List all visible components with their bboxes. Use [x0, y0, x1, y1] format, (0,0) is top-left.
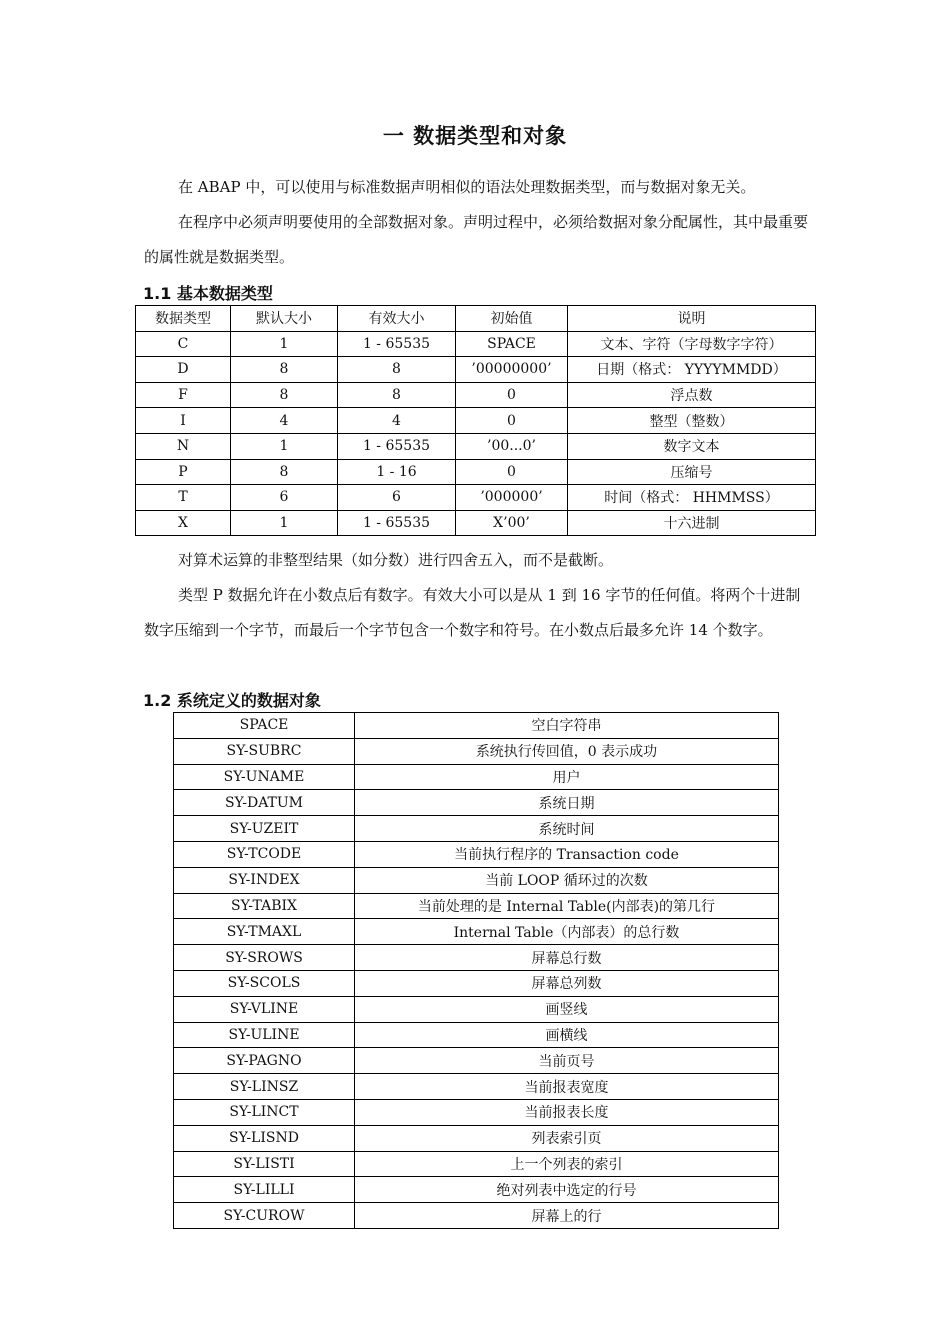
table-row — [174, 996, 779, 1022]
table-header-row — [136, 306, 816, 332]
table-cell: 1 - 65535 — [338, 331, 456, 357]
table-row — [136, 382, 816, 408]
table-row — [174, 764, 779, 790]
table-cell: 8 — [231, 459, 338, 485]
table-cell: 1 - 65535 — [338, 510, 456, 536]
table-cell: SPACE — [456, 331, 568, 357]
field-name-cell: SY-UNAME — [174, 764, 355, 790]
table-cell: 8 — [231, 357, 338, 383]
table-row — [174, 867, 779, 893]
basic-data-types-table — [135, 305, 816, 536]
header-cell: 有效大小 — [338, 306, 456, 332]
table-row — [174, 893, 779, 919]
packed-type-note: 类型 P 数据允许在小数点后有数字。有效大小可以是从 1 到 16 字节的任何值。将两个十进制数字压缩到一个字节，而最后一个字节包含一个数字和符号。在小数点后最多允许 14 个数字。 — [144, 586, 801, 639]
table-row — [136, 331, 816, 357]
description-cell: 屏幕总行数 — [355, 945, 779, 971]
field-name-cell: SY-LILLI — [174, 1177, 355, 1203]
description-cell: 画竖线 — [355, 996, 779, 1022]
header-cell: 初始值 — [456, 306, 568, 332]
table-cell: ’00...0’ — [456, 433, 568, 459]
table-row — [174, 738, 779, 764]
table-cell: 1 - 16 — [338, 459, 456, 485]
table-cell: 8 — [231, 382, 338, 408]
description-cell: 系统日期 — [355, 790, 779, 816]
table-cell: 时间（格式： HHMMSS） — [568, 485, 816, 511]
table-cell: 十六进制 — [568, 510, 816, 536]
table-cell: N — [136, 433, 231, 459]
header-cell: 默认大小 — [231, 306, 338, 332]
field-name-cell: SY-INDEX — [174, 867, 355, 893]
table-row — [174, 1099, 779, 1125]
table-cell: 1 — [231, 510, 338, 536]
description-cell: 当前执行程序的 Transaction code — [355, 841, 779, 867]
table-row — [174, 919, 779, 945]
field-name-cell: SY-TCODE — [174, 841, 355, 867]
table-row — [174, 816, 779, 842]
table-cell: X — [136, 510, 231, 536]
table-cell: 4 — [338, 408, 456, 434]
intro-paragraph-2: 在程序中必须声明要使用的全部数据对象。声明过程中，必须给数据对象分配属性，其中最重要的属性就是数据类型。 — [144, 213, 809, 266]
description-cell: 当前页号 — [355, 1048, 779, 1074]
table-cell: 6 — [338, 485, 456, 511]
table-row — [136, 459, 816, 485]
field-name-cell: SY-DATUM — [174, 790, 355, 816]
description-cell: 当前报表宽度 — [355, 1074, 779, 1100]
field-name-cell: SY-CUROW — [174, 1203, 355, 1229]
table-cell: 日期（格式： YYYYMMDD） — [568, 357, 816, 383]
table-cell: P — [136, 459, 231, 485]
description-cell: 系统执行传回值，0 表示成功 — [355, 738, 779, 764]
table-cell: 0 — [456, 459, 568, 485]
table-cell: C — [136, 331, 231, 357]
table-cell: 8 — [338, 382, 456, 408]
field-name-cell: SPACE — [174, 713, 355, 739]
table-row — [174, 1048, 779, 1074]
table-cell: 浮点数 — [568, 382, 816, 408]
table-cell: 文本、字符（字母数字字符） — [568, 331, 816, 357]
description-cell: 列表索引页 — [355, 1125, 779, 1151]
field-name-cell: SY-SCOLS — [174, 970, 355, 996]
field-name-cell: SY-TMAXL — [174, 919, 355, 945]
field-name-cell: SY-LISTI — [174, 1151, 355, 1177]
header-cell: 说明 — [568, 306, 816, 332]
table-cell: 数字文本 — [568, 433, 816, 459]
table-cell: 0 — [456, 408, 568, 434]
description-cell: 用户 — [355, 764, 779, 790]
description-cell: 屏幕上的行 — [355, 1203, 779, 1229]
field-name-cell: SY-SROWS — [174, 945, 355, 971]
table-cell: 6 — [231, 485, 338, 511]
field-name-cell: SY-LISND — [174, 1125, 355, 1151]
table-row — [174, 1125, 779, 1151]
table-cell: 压缩号 — [568, 459, 816, 485]
table-cell: X’00’ — [456, 510, 568, 536]
field-name-cell: SY-LINCT — [174, 1099, 355, 1125]
table-row — [174, 713, 779, 739]
table-cell: 整型（整数） — [568, 408, 816, 434]
header-cell: 数据类型 — [136, 306, 231, 332]
description-cell: 当前处理的是 Internal Table(内部表)的第几行 — [355, 893, 779, 919]
table-row — [136, 485, 816, 511]
table-row — [174, 1203, 779, 1229]
field-name-cell: SY-VLINE — [174, 996, 355, 1022]
table-cell: I — [136, 408, 231, 434]
intro-paragraph-1: 在 ABAP 中，可以使用与标准数据声明相似的语法处理数据类型，而与数据对象无关。 — [178, 178, 756, 196]
table-row — [174, 1151, 779, 1177]
table-cell: 1 — [231, 331, 338, 357]
field-name-cell: SY-UZEIT — [174, 816, 355, 842]
description-cell: 上一个列表的索引 — [355, 1151, 779, 1177]
table-row — [174, 1177, 779, 1203]
table-cell: T — [136, 485, 231, 511]
table-row — [174, 970, 779, 996]
description-cell: 当前报表长度 — [355, 1099, 779, 1125]
description-cell: 屏幕总列数 — [355, 970, 779, 996]
field-name-cell: SY-TABIX — [174, 893, 355, 919]
table-cell: 0 — [456, 382, 568, 408]
field-name-cell: SY-PAGNO — [174, 1048, 355, 1074]
description-cell: 画横线 — [355, 1022, 779, 1048]
table-row — [174, 841, 779, 867]
field-name-cell: SY-SUBRC — [174, 738, 355, 764]
system-data-objects-table — [173, 712, 779, 1229]
table-row — [136, 408, 816, 434]
section-heading-1: 1.1 基本数据类型 — [143, 284, 273, 303]
table-row — [136, 357, 816, 383]
description-cell: Internal Table（内部表）的总行数 — [355, 919, 779, 945]
table-cell: 1 - 65535 — [338, 433, 456, 459]
table-cell: 4 — [231, 408, 338, 434]
table-row — [136, 433, 816, 459]
table-row — [174, 945, 779, 971]
section-heading-2: 1.2 系统定义的数据对象 — [143, 691, 321, 710]
table-cell: F — [136, 382, 231, 408]
rounding-note: 对算术运算的非整型结果（如分数）进行四舍五入，而不是截断。 — [178, 551, 614, 569]
table-row — [174, 1074, 779, 1100]
description-cell: 绝对列表中选定的行号 — [355, 1177, 779, 1203]
description-cell: 当前 LOOP 循环过的次数 — [355, 867, 779, 893]
table-cell: 8 — [338, 357, 456, 383]
table-row — [136, 510, 816, 536]
table-cell: ’000000’ — [456, 485, 568, 511]
field-name-cell: SY-LINSZ — [174, 1074, 355, 1100]
table-cell: ’00000000’ — [456, 357, 568, 383]
table-row — [174, 790, 779, 816]
table-cell: D — [136, 357, 231, 383]
description-cell: 系统时间 — [355, 816, 779, 842]
table-row — [174, 1022, 779, 1048]
field-name-cell: SY-ULINE — [174, 1022, 355, 1048]
table-cell: 1 — [231, 433, 338, 459]
description-cell: 空白字符串 — [355, 713, 779, 739]
page-title: 一 数据类型和对象 — [382, 124, 568, 148]
